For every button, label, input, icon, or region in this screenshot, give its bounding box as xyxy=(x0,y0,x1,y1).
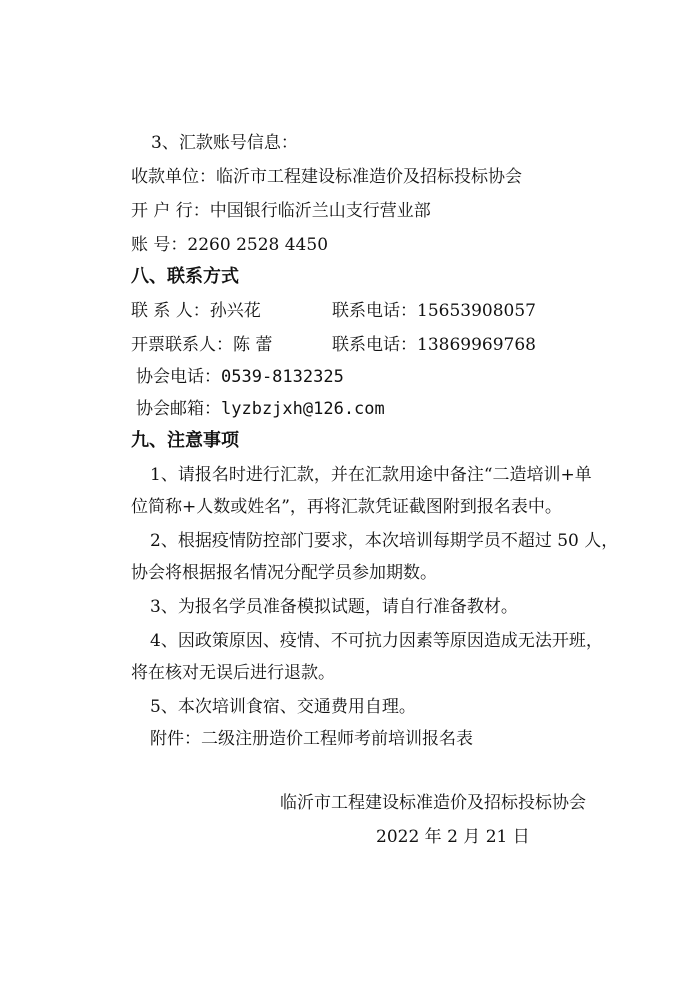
note-1-line-2: 位简称+人数或姓名”，再将汇款凭证截图附到报名表中。 xyxy=(131,497,562,517)
attachment-line: 附件：二级注册造价工程师考前培训报名表 xyxy=(150,729,473,749)
payee-line: 收款单位：临沂市工程建设标准造价及招标投标协会 xyxy=(131,167,522,187)
account-line xyxy=(131,234,328,256)
note-1-text-1: 1、请报名时进行汇款，并在汇款用途中备注“二造培训+单 xyxy=(150,465,592,485)
association-phone: 0539-8132325 xyxy=(221,367,344,387)
account-number: 2260 2528 4450 xyxy=(187,235,329,255)
contact-heading: 八、联系方式 xyxy=(131,266,239,287)
note-4-line-2: 将在核对无误后进行退款。 xyxy=(131,663,335,683)
note-5: 5、本次培训食宿、交通费用自理。 xyxy=(150,697,416,717)
contact-person-1-phone: 联系电话：15653908057 xyxy=(332,301,536,321)
signature-organization: 临沂市工程建设标准造价及招标投标协会 xyxy=(280,793,586,813)
note-1-line-1 xyxy=(150,464,612,486)
note-2-line-2: 协会将根据报名情况分配学员参加期数。 xyxy=(131,563,437,583)
note-4-line-1: 4、因政策原因、疫情、不可抗力因素等原因造成无法开班， xyxy=(150,631,603,651)
contact-person-1: 联 系 人：孙兴花 xyxy=(131,301,261,321)
remit-heading: 3、汇款账号信息： xyxy=(151,133,298,153)
association-email-line xyxy=(136,398,385,420)
account-label: 账 号： xyxy=(131,235,188,255)
association-phone-label: 协会电话： xyxy=(136,367,221,387)
note-2-line-1: 2、根据疫情防控部门要求，本次培训每期学员不超过 50 人， xyxy=(150,531,619,551)
association-phone-line xyxy=(136,366,344,388)
association-email-label: 协会邮箱： xyxy=(136,399,221,419)
association-email: lyzbzjxh@126.com xyxy=(221,399,385,419)
note-3: 3、为报名学员准备模拟试题，请自行准备教材。 xyxy=(150,597,518,617)
contact-person-2-phone: 联系电话：13869969768 xyxy=(332,335,536,355)
notes-heading: 九、注意事项 xyxy=(131,430,239,451)
signature-date: 2022 年 2 月 21 日 xyxy=(376,827,530,847)
bank-line: 开 户 行：中国银行临沂兰山支行营业部 xyxy=(131,201,431,221)
contact-person-2: 开票联系人：陈 蕾 xyxy=(131,335,273,355)
